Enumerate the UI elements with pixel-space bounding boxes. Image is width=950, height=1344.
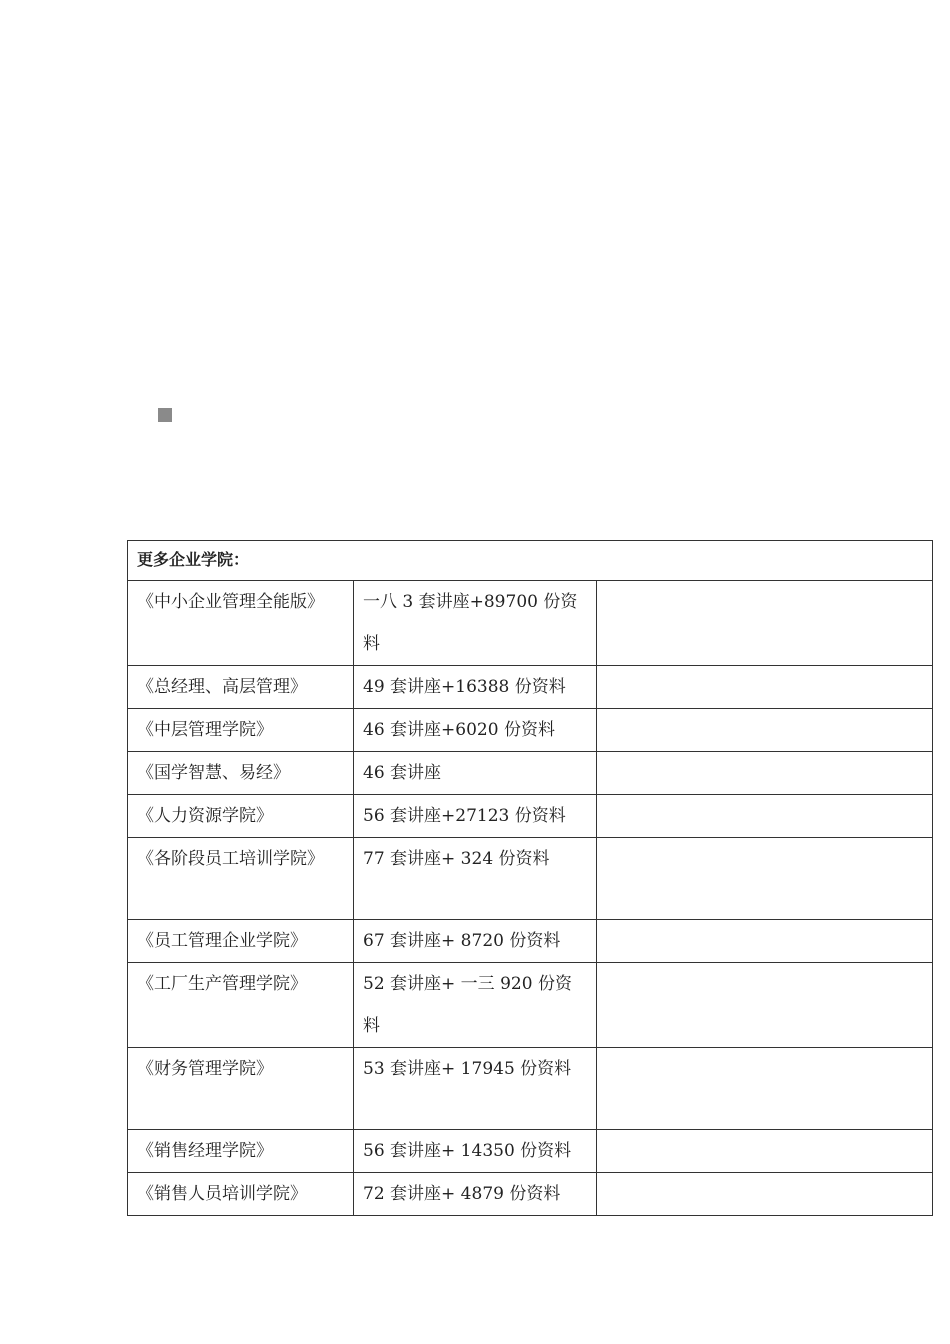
academy-name-cell: [128, 838, 354, 920]
academy-content: 56 套讲座+27123 份资料: [363, 806, 566, 826]
academy-name-cell: [128, 1173, 354, 1216]
academy-name-cell: [128, 709, 354, 752]
academy-content: 53 套讲座+ 17945 份资料: [363, 1059, 572, 1079]
academy-name-cell: [128, 1130, 354, 1173]
academy-note-cell: [597, 752, 933, 795]
table-row: [128, 666, 933, 709]
table-row: [128, 752, 933, 795]
academy-note-cell: [597, 709, 933, 752]
academy-name-cell: [128, 581, 354, 666]
image-placeholder-icon: [158, 408, 172, 422]
academy-content: 72 套讲座+ 4879 份资料: [363, 1184, 561, 1204]
academy-content-cell: [354, 709, 597, 752]
table-row: [128, 1173, 933, 1216]
academy-name-cell: [128, 920, 354, 963]
academy-name: 《中小企业管理全能版》: [137, 592, 324, 612]
table-row: [128, 581, 933, 666]
table-row: [128, 838, 933, 920]
table-row: [128, 920, 933, 963]
academy-name: 《总经理、高层管理》: [137, 677, 307, 697]
academy-note-cell: [597, 920, 933, 963]
academy-content: 77 套讲座+ 324 份资料: [363, 849, 550, 869]
academy-content-cell: [354, 752, 597, 795]
academy-name: 《财务管理学院》: [137, 1059, 273, 1079]
academy-name-cell: [128, 963, 354, 1048]
table-row: [128, 795, 933, 838]
academy-content-cell: [354, 963, 597, 1048]
academy-content-cell: [354, 838, 597, 920]
academy-content-cell: [354, 581, 597, 666]
academy-content-cell: [354, 1173, 597, 1216]
academy-note-cell: [597, 838, 933, 920]
academy-name-cell: [128, 752, 354, 795]
academy-name: 《工厂生产管理学院》: [137, 974, 307, 994]
academy-note-cell: [597, 1130, 933, 1173]
academy-note-cell: [597, 581, 933, 666]
academy-content-cell: [354, 920, 597, 963]
academy-note-cell: [597, 795, 933, 838]
table-row: [128, 1130, 933, 1173]
table-row: [128, 963, 933, 1048]
academy-content: 49 套讲座+16388 份资料: [363, 677, 566, 697]
table-header-row: [128, 541, 933, 581]
academy-content: 67 套讲座+ 8720 份资料: [363, 931, 561, 951]
academy-name-cell: [128, 795, 354, 838]
academy-content-cell: [354, 795, 597, 838]
academy-note-cell: [597, 1173, 933, 1216]
academy-content: 一八 3 套讲座+89700 份资料: [363, 592, 578, 654]
academy-content: 46 套讲座: [363, 763, 442, 783]
academy-name: 《国学智慧、易经》: [137, 763, 290, 783]
academy-name-cell: [128, 666, 354, 709]
enterprise-academy-table: [127, 540, 933, 1216]
academy-name: 《人力资源学院》: [137, 806, 273, 826]
academy-content-cell: [354, 666, 597, 709]
table-row: [128, 709, 933, 752]
academy-content: 56 套讲座+ 14350 份资料: [363, 1141, 572, 1161]
academy-note-cell: [597, 1048, 933, 1130]
academy-note-cell: [597, 963, 933, 1048]
academy-name-cell: [128, 1048, 354, 1130]
academy-name: 《销售经理学院》: [137, 1141, 273, 1161]
academy-content: 52 套讲座+ 一三 920 份资料: [363, 974, 572, 1036]
academy-name: 《中层管理学院》: [137, 720, 273, 740]
academy-note-cell: [597, 666, 933, 709]
table-header: 更多企业学院：: [128, 541, 933, 581]
academy-name: 《各阶段员工培训学院》: [137, 849, 324, 869]
table-row: [128, 1048, 933, 1130]
academy-content-cell: [354, 1130, 597, 1173]
academy-content: 46 套讲座+6020 份资料: [363, 720, 555, 740]
academy-name: 《员工管理企业学院》: [137, 931, 307, 951]
academy-name: 《销售人员培训学院》: [137, 1184, 307, 1204]
academy-content-cell: [354, 1048, 597, 1130]
